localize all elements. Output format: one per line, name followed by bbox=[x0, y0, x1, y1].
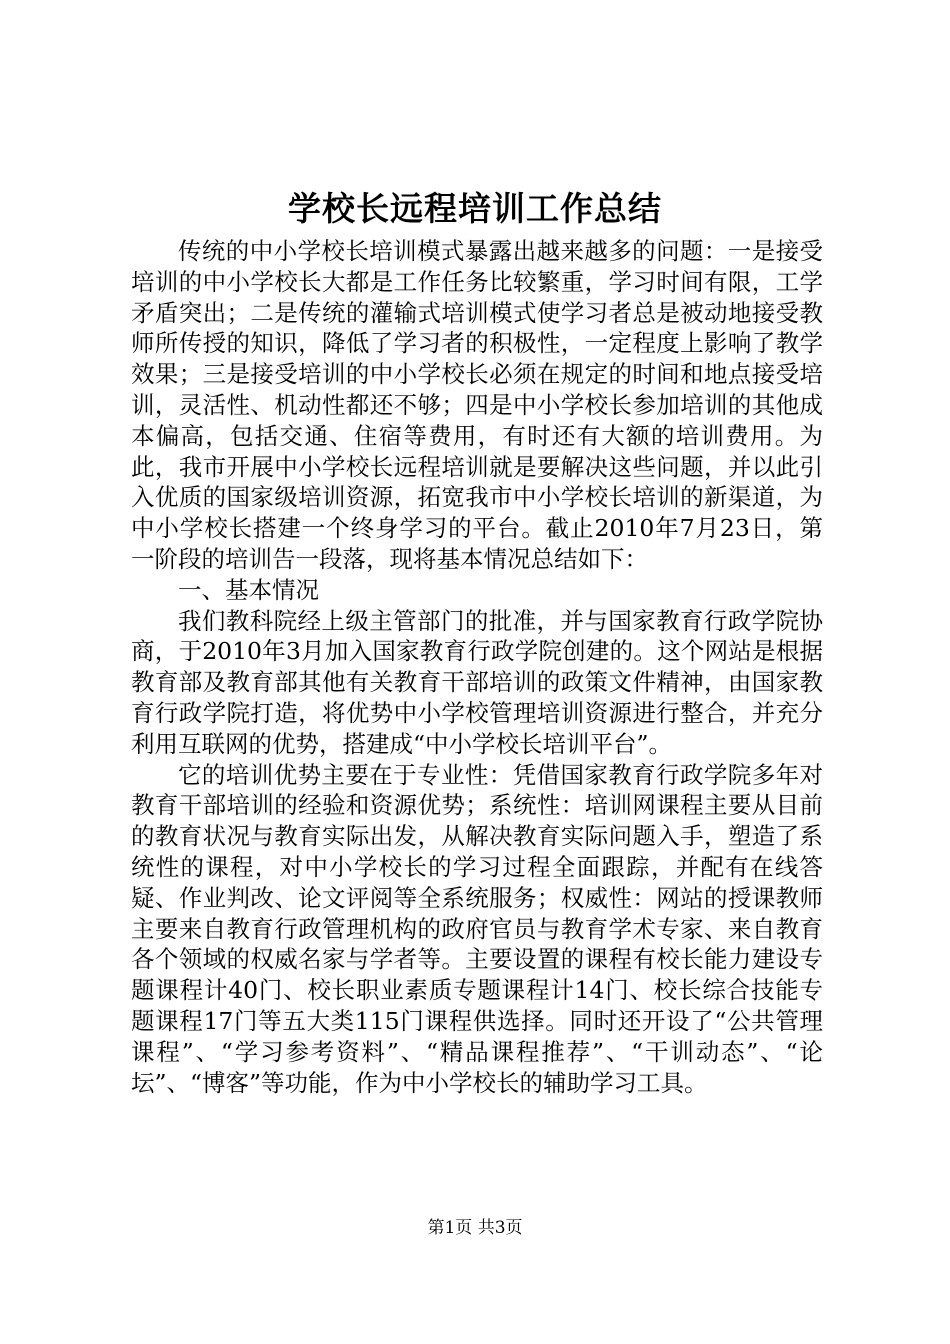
paragraph-intro: 传统的中小学校长培训模式暴露出越来越多的问题：一是接受培训的中小学校长大都是工作任务比较繁重，学习时间有限，工学矛盾突出；二是传统的灌输式培训模式使学习者总是被动地接受教师所传授的知识，降低了学习者的积极性，一定程度上影响了教学效果；三是接受培训的中小学校长必须在规定的时间和地点接受培训，灵活性、机动性都还不够；四是中小学校长参加培训的其他成本偏高，包括交通、住宿等费用，有时还有大额的培训费用。为此，我市开展中小学校长远程培训就是要解决这些问题，并以此引入优质的国家级培训资源，拓宽我市中小学校长培训的新渠道，为中小学校长搭建一个终身学习的平台。截止2010年7月23日，第一阶段的培训告一段落，现将基本情况总结如下： bbox=[131, 237, 823, 573]
paragraph-basic-info: 我们教科院经上级主管部门的批准，并与国家教育行政学院协商，于2010年3月加入国家教育行政学院创建的。这个网站是根据教育部及教育部其他有关教育干部培训的政策文件精神，由国家教育行政学院打造，将优势中小学校管理培训资源进行整合，并充分利用互联网的优势，搭建成“中小学校长培训平台”。 bbox=[131, 606, 823, 758]
page-footer: 第1页 共3页 bbox=[427, 1218, 523, 1238]
document-title: 学校长远程培训工作总结 bbox=[288, 189, 662, 228]
paragraph-advantages: 它的培训优势主要在于专业性：凭借国家教育行政学院多年对教育干部培训的经验和资源优势；系统性：培训网课程主要从目前的教育状况与教育实际出发，从解决教育实际问题入手，塑造了系统性的课程，对中小学校长的学习过程全面跟踪，并配有在线答疑、作业判改、论文评阅等全系统服务；权威性：网站的授课教师主要来自教育行政管理机构的政府官员与教育学术专家、来自教育各个领域的权威名家与学者等。主要设置的课程有校长能力建设专题课程计40门、校长职业素质专题课程计14门、校长综合技能专题课程17门等五大类115门课程供选择。同时还开设了“公共管理课程”、“学习参考资料”、“精品课程推荐”、“干训动态”、“论坛”、“博客”等功能，作为中小学校长的辅助学习工具。 bbox=[131, 760, 823, 1097]
section-heading-basic: 一、基本情况 bbox=[178, 575, 319, 604]
document-body bbox=[131, 236, 823, 1098]
